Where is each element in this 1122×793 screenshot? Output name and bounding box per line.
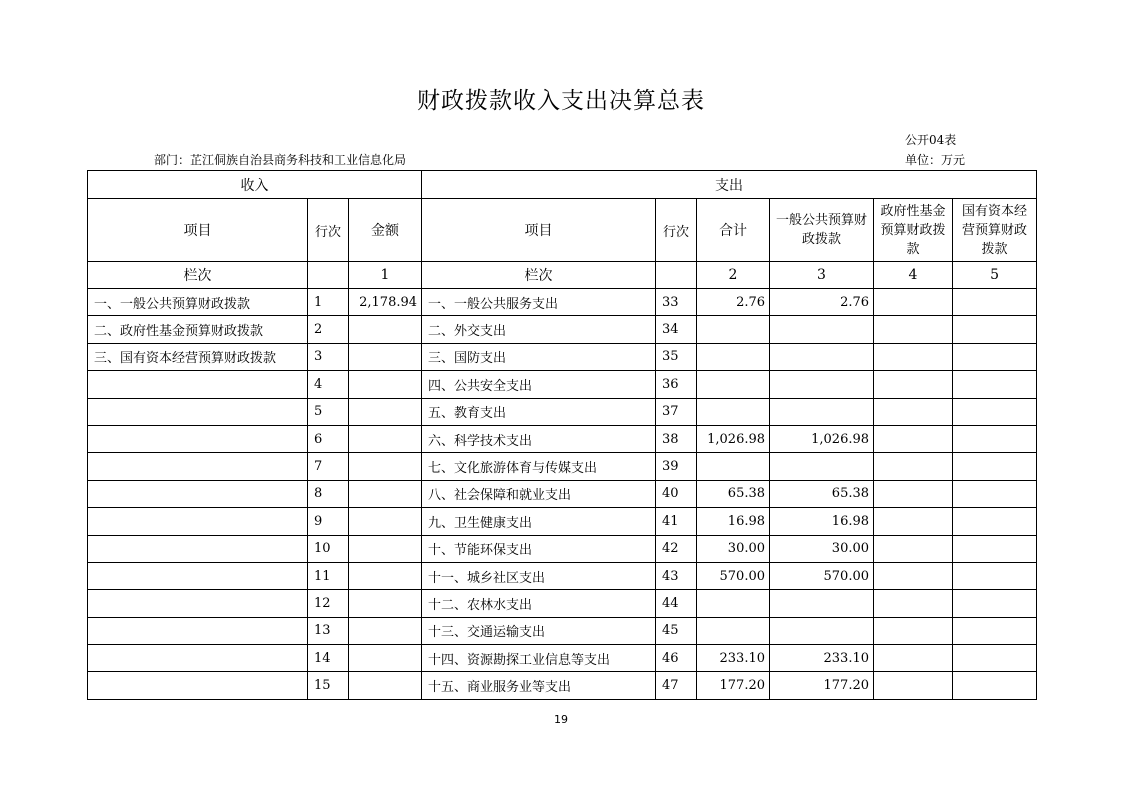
gov-fund-cell	[874, 508, 953, 535]
table-row	[88, 590, 1037, 617]
gov-fund-cell	[874, 316, 953, 343]
state-capital-header: 国有资本经营预算财政拨款	[953, 199, 1037, 262]
expense-line-cell: 40	[656, 480, 697, 507]
income-amount-cell: 2,178.94	[349, 289, 422, 316]
expense-line-cell: 41	[656, 508, 697, 535]
income-line-cell: 7	[308, 453, 349, 480]
income-amount-cell	[349, 316, 422, 343]
gov-fund-cell	[874, 535, 953, 562]
table-row	[88, 343, 1037, 370]
state-capital-cell	[953, 672, 1037, 699]
expense-line-cell: 33	[656, 289, 697, 316]
expense-item-cell: 四、公共安全支出	[422, 371, 656, 398]
column-index-general: 3	[770, 262, 874, 289]
general-budget-cell: 65.38	[770, 480, 874, 507]
income-amount-cell	[349, 617, 422, 644]
column-index-blank	[308, 262, 349, 289]
income-amount-cell	[349, 645, 422, 672]
table-row	[88, 508, 1037, 535]
table-row	[88, 425, 1037, 452]
state-capital-cell	[953, 289, 1037, 316]
general-budget-cell: 570.00	[770, 562, 874, 589]
column-index-amount: 1	[349, 262, 422, 289]
table-row	[88, 645, 1037, 672]
expense-section-header: 支出	[422, 171, 1037, 199]
income-amount-cell	[349, 425, 422, 452]
general-budget-cell	[770, 590, 874, 617]
unit-label: 单位：万元	[905, 153, 966, 167]
expense-item-cell: 九、卫生健康支出	[422, 508, 656, 535]
expense-line-cell: 38	[656, 425, 697, 452]
expense-line-cell: 37	[656, 398, 697, 425]
income-section-header: 收入	[88, 171, 422, 199]
income-line-cell: 11	[308, 562, 349, 589]
state-capital-cell	[953, 453, 1037, 480]
income-item-cell	[88, 453, 308, 480]
expense-item-cell: 十一、城乡社区支出	[422, 562, 656, 589]
total-cell: 1,026.98	[697, 425, 770, 452]
income-item-header: 项目	[88, 199, 308, 262]
state-capital-cell	[953, 480, 1037, 507]
expense-item-cell: 六、科学技术支出	[422, 425, 656, 452]
gov-fund-cell	[874, 590, 953, 617]
income-amount-cell	[349, 453, 422, 480]
column-index-exp-blank	[656, 262, 697, 289]
income-line-cell: 2	[308, 316, 349, 343]
total-cell	[697, 316, 770, 343]
expense-line-cell: 36	[656, 371, 697, 398]
income-item-cell: 一、一般公共预算财政拨款	[88, 289, 308, 316]
income-amount-cell	[349, 535, 422, 562]
table-row	[88, 371, 1037, 398]
income-item-cell	[88, 617, 308, 644]
total-header: 合计	[697, 199, 770, 262]
income-line-cell: 1	[308, 289, 349, 316]
income-amount-cell	[349, 398, 422, 425]
expense-line-cell: 35	[656, 343, 697, 370]
gov-fund-cell	[874, 562, 953, 589]
income-line-cell: 14	[308, 645, 349, 672]
gov-fund-cell	[874, 425, 953, 452]
state-capital-cell	[953, 398, 1037, 425]
general-budget-header: 一般公共预算财政拨款	[770, 199, 874, 262]
expense-item-cell: 十五、商业服务业等支出	[422, 672, 656, 699]
income-amount-cell	[349, 480, 422, 507]
income-line-cell: 15	[308, 672, 349, 699]
table-row	[88, 535, 1037, 562]
page-title: 财政拨款收入支出决算总表	[417, 88, 705, 114]
income-amount-cell	[349, 590, 422, 617]
expense-line-cell: 45	[656, 617, 697, 644]
general-budget-cell: 177.20	[770, 672, 874, 699]
general-budget-cell: 16.98	[770, 508, 874, 535]
column-index-gov-fund: 4	[874, 262, 953, 289]
general-budget-cell	[770, 371, 874, 398]
income-amount-header: 金额	[349, 199, 422, 262]
income-item-cell	[88, 371, 308, 398]
general-budget-cell: 1,026.98	[770, 425, 874, 452]
state-capital-cell	[953, 316, 1037, 343]
total-cell	[697, 343, 770, 370]
expense-item-header: 项目	[422, 199, 656, 262]
table-row	[88, 562, 1037, 589]
income-item-cell	[88, 645, 308, 672]
income-item-cell	[88, 672, 308, 699]
total-cell: 233.10	[697, 645, 770, 672]
gov-fund-cell	[874, 672, 953, 699]
header-row-section	[88, 171, 1037, 199]
table-row	[88, 398, 1037, 425]
general-budget-cell	[770, 316, 874, 343]
state-capital-cell	[953, 617, 1037, 644]
expense-item-cell: 十四、资源勘探工业信息等支出	[422, 645, 656, 672]
table-row	[88, 289, 1037, 316]
income-amount-cell	[349, 343, 422, 370]
state-capital-cell	[953, 535, 1037, 562]
expense-item-cell: 三、国防支出	[422, 343, 656, 370]
income-item-cell	[88, 480, 308, 507]
income-item-cell	[88, 590, 308, 617]
expense-line-cell: 47	[656, 672, 697, 699]
income-line-cell: 5	[308, 398, 349, 425]
total-cell	[697, 590, 770, 617]
income-line-cell: 6	[308, 425, 349, 452]
total-cell: 16.98	[697, 508, 770, 535]
gov-fund-cell	[874, 398, 953, 425]
gov-fund-cell	[874, 453, 953, 480]
expense-line-cell: 42	[656, 535, 697, 562]
general-budget-cell	[770, 617, 874, 644]
expense-line-header: 行次	[656, 199, 697, 262]
general-budget-cell	[770, 343, 874, 370]
state-capital-cell	[953, 425, 1037, 452]
state-capital-cell	[953, 371, 1037, 398]
column-index-total: 2	[697, 262, 770, 289]
column-index-label: 栏次	[88, 262, 308, 289]
expense-item-cell: 五、教育支出	[422, 398, 656, 425]
total-cell	[697, 371, 770, 398]
expense-item-cell: 十、节能环保支出	[422, 535, 656, 562]
income-line-cell: 4	[308, 371, 349, 398]
income-line-cell: 12	[308, 590, 349, 617]
gov-fund-cell	[874, 480, 953, 507]
income-item-cell	[88, 425, 308, 452]
general-budget-cell: 2.76	[770, 289, 874, 316]
total-cell	[697, 453, 770, 480]
income-amount-cell	[349, 672, 422, 699]
expense-item-cell: 二、外交支出	[422, 316, 656, 343]
expense-item-cell: 十三、交通运输支出	[422, 617, 656, 644]
state-capital-cell	[953, 645, 1037, 672]
form-number: 公开04表	[905, 133, 957, 147]
table-row	[88, 453, 1037, 480]
gov-fund-cell	[874, 617, 953, 644]
expense-item-cell: 八、社会保障和就业支出	[422, 480, 656, 507]
income-amount-cell	[349, 562, 422, 589]
expense-line-cell: 39	[656, 453, 697, 480]
total-cell: 65.38	[697, 480, 770, 507]
expense-line-cell: 46	[656, 645, 697, 672]
header-row-columns	[88, 199, 1037, 262]
expense-item-cell: 一、一般公共服务支出	[422, 289, 656, 316]
expense-item-cell: 十二、农林水支出	[422, 590, 656, 617]
column-index-state-capital: 5	[953, 262, 1037, 289]
expense-line-cell: 43	[656, 562, 697, 589]
income-line-cell: 10	[308, 535, 349, 562]
state-capital-cell	[953, 590, 1037, 617]
general-budget-cell	[770, 453, 874, 480]
table-row	[88, 672, 1037, 699]
income-line-cell: 3	[308, 343, 349, 370]
budget-table	[87, 170, 1037, 700]
state-capital-cell	[953, 343, 1037, 370]
state-capital-cell	[953, 508, 1037, 535]
income-line-header: 行次	[308, 199, 349, 262]
total-cell	[697, 617, 770, 644]
total-cell: 177.20	[697, 672, 770, 699]
income-item-cell	[88, 508, 308, 535]
income-line-cell: 9	[308, 508, 349, 535]
table-row	[88, 480, 1037, 507]
gov-fund-cell	[874, 645, 953, 672]
income-item-cell	[88, 398, 308, 425]
general-budget-cell: 30.00	[770, 535, 874, 562]
general-budget-cell: 233.10	[770, 645, 874, 672]
gov-fund-cell	[874, 343, 953, 370]
income-line-cell: 8	[308, 480, 349, 507]
state-capital-cell	[953, 562, 1037, 589]
department-label: 部门：芷江侗族自治县商务科技和工业信息化局	[154, 153, 407, 167]
gov-fund-cell	[874, 371, 953, 398]
income-amount-cell	[349, 508, 422, 535]
gov-fund-header: 政府性基金预算财政拨款	[874, 199, 953, 262]
total-cell: 2.76	[697, 289, 770, 316]
income-amount-cell	[349, 371, 422, 398]
expense-line-cell: 44	[656, 590, 697, 617]
income-item-cell	[88, 535, 308, 562]
expense-line-cell: 34	[656, 316, 697, 343]
table-row	[88, 617, 1037, 644]
income-item-cell: 二、政府性基金预算财政拨款	[88, 316, 308, 343]
general-budget-cell	[770, 398, 874, 425]
column-index-row	[88, 262, 1037, 289]
page-number: 19	[554, 713, 568, 726]
income-item-cell: 三、国有资本经营预算财政拨款	[88, 343, 308, 370]
income-item-cell	[88, 562, 308, 589]
total-cell	[697, 398, 770, 425]
total-cell: 30.00	[697, 535, 770, 562]
total-cell: 570.00	[697, 562, 770, 589]
column-index-exp-label: 栏次	[422, 262, 656, 289]
income-line-cell: 13	[308, 617, 349, 644]
table-row	[88, 316, 1037, 343]
expense-item-cell: 七、文化旅游体育与传媒支出	[422, 453, 656, 480]
gov-fund-cell	[874, 289, 953, 316]
